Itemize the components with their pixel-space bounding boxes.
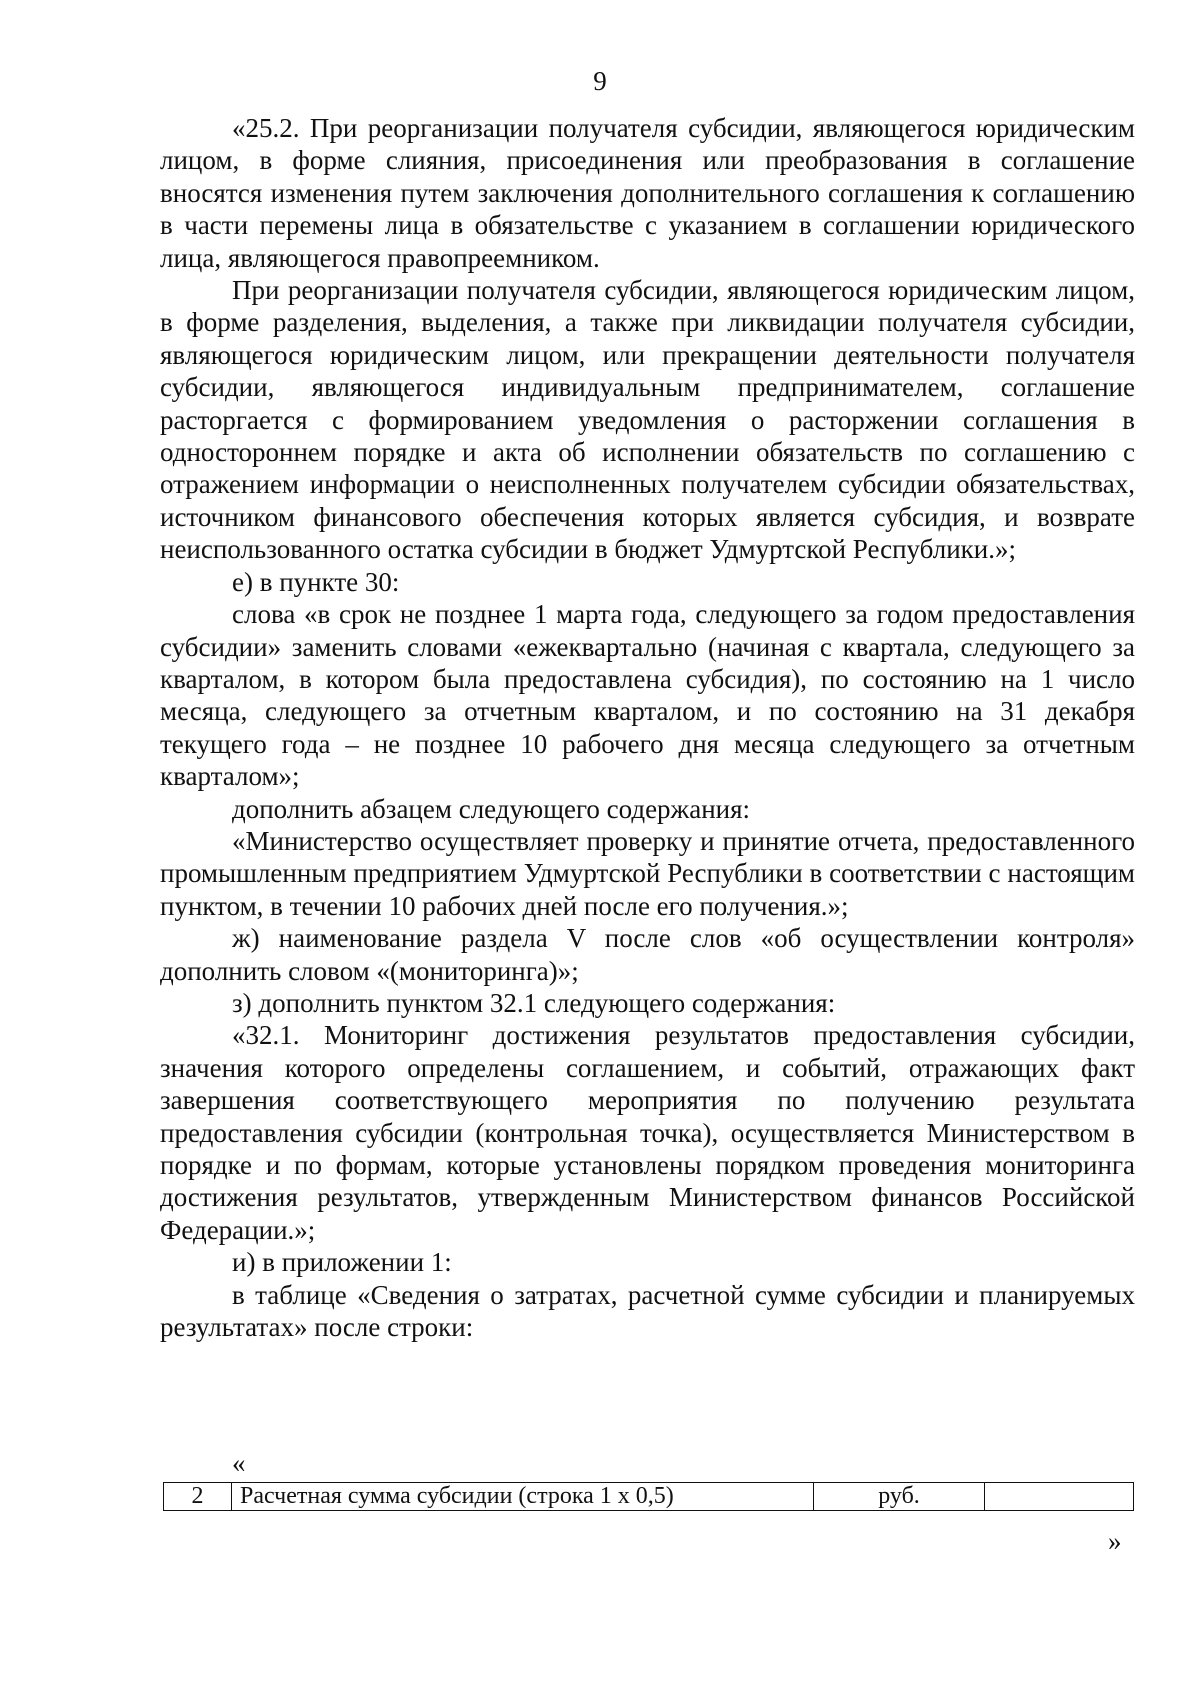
paragraph-ministry-check: «Министерство осуществляет проверку и принятие отчета, предоставленного промышленным предприятием Удмуртской Республики в соответствии с настоящим пунктом, в течении 10 рабочих дней после его получения.»; [160,825,1135,921]
paragraph-table-intro: в таблице «Сведения о затратах, расчетной сумме субсидии и планируемых результатах» после строки: [160,1279,1135,1343]
table-cell-number: 2 [164,1483,232,1511]
paragraph-item-e: е) в пункте 30: [232,566,400,597]
table-close-quote: » [1108,1526,1122,1556]
paragraph-add-abzac: дополнить абзацем следующего содержания: [232,793,751,824]
costs-table-wrapper [163,1482,1134,1511]
table-cell-name: Расчетная сумма субсидии (строка 1 х 0,5) [232,1483,814,1511]
table-cell-unit: руб. [814,1483,985,1511]
costs-table [163,1482,1134,1511]
paragraph-item-z: з) дополнить пунктом 32.1 следующего содержания: [232,987,836,1018]
paragraph-item-zh: ж) наименование раздела V после слов «об осуществлении контроля» дополнить словом «(мониторинга)»; [160,923,1135,986]
page-number: 9 [593,66,607,96]
paragraph-words-replace: слова «в срок не позднее 1 марта года, следующего за годом предоставления субсидии» заменить словами «ежеквартально (начиная с квартала, следующего за кварталом, в котором была предоставлена субсидия), по состоянию на 1 число месяца, следующего за отчетным кварталом, и по состоянию на 31 декабря текущего года – не позднее 10 рабочего дня месяца следующего за отчетным кварталом»; [160,599,1135,792]
paragraph-32-1: «32.1. Мониторинг достижения результатов предоставления субсидии, значения которого определены соглашением, и событий, отражающих факт завершения соответствующего мероприятия по получению результата предоставления субсидии (контрольная точка), осуществляется Министерством в порядке и по формам, которые установлены порядком проведения мониторинга достижения результатов, утвержденным Министерством финансов Российской Федерации.»; [160,1020,1135,1245]
paragraph-reorganization: При реорганизации получателя субсидии, являющегося юридическим лицом, в форме разделения, выделения, а также при ликвидации получателя субсидии, являющегося юридическим лицом, или прекращении деятельности получателя субсидии, являющегося индивидуальным предпринимателем, соглашение расторгается с формированием уведомления о расторжении соглашения в одностороннем порядке и акта об исполнении обязательств по соглашению с отражением информации о неисполненных получателем субсидии обязательствах, источником финансового обеспечения которых является субсидия, и возврате неиспользованного остатка субсидии в бюджет Удмуртской Республики.»; [160,275,1135,565]
table-open-quote: « [232,1448,246,1478]
document-body [160,112,1135,1343]
paragraph-25-2: «25.2. При реорганизации получателя субсидии, являющегося юридическим лицом, в форме слияния, присоединения или преобразования в соглашение вносятся изменения путем заключения дополнительного соглашения к соглашению в части перемены лица в обязательстве с указанием в соглашении юридического лица, являющегося правопреемником. [160,113,1135,273]
paragraph-item-i: и) в приложении 1: [232,1247,452,1278]
table-row [164,1483,1134,1511]
table-cell-value [985,1483,1134,1511]
